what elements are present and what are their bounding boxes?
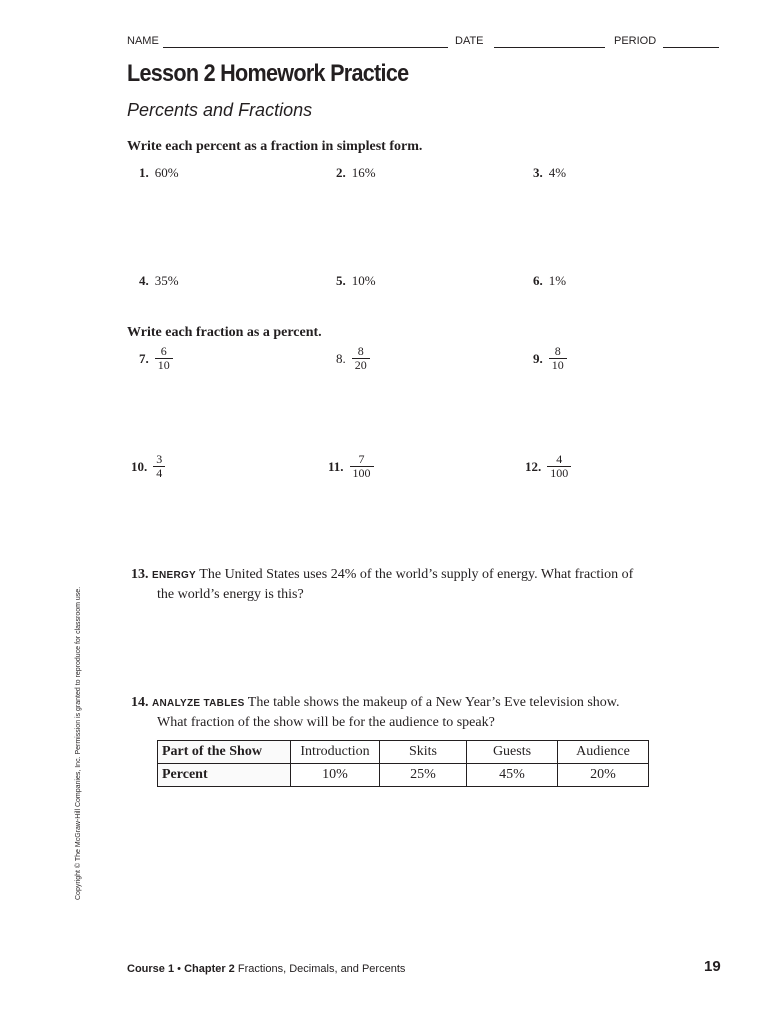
problem-11: 11. $\frac{7}{100}$ [328, 453, 374, 480]
table-cell: 45% [467, 764, 558, 787]
word-problem-13: 13. ENERGY The United States uses 24% of the world’s supply of energy. What fraction of the world’s energy is this? [131, 567, 634, 602]
section2-instruction: Write each fraction as a percent. [127, 325, 322, 340]
problem-4: 4. 35% [139, 273, 179, 288]
problem-3: 3. 4% [533, 165, 567, 180]
problem-6: 6. 1% [533, 273, 567, 288]
name-field-line[interactable] [163, 47, 448, 48]
problem-tag: ENERGY [152, 570, 197, 581]
fraction: $\frac{6}{10}$ [155, 345, 173, 372]
word-problem-14: 14. ANALYZE TABLES The table shows the makeup of a New Year’s Eve television show. What fraction of the show will be for the audience to speak? [131, 695, 620, 730]
problem-5: 5. 10% [336, 273, 376, 288]
problem-7: 7. $\frac{6}{10}$ [139, 345, 173, 372]
period-field-line[interactable] [663, 47, 719, 48]
table-cell: Skits [380, 741, 467, 764]
period-label: PERIOD [614, 35, 657, 47]
problem-8: 8. $\frac{8}{20}$ [336, 345, 370, 372]
table-row [158, 764, 649, 787]
fraction: $\frac{7}{100}$ [350, 453, 374, 480]
copyright-notice: Copyright © The McGraw-Hill Companies, Inc. Permission is granted to reproduce for classroom use. [75, 586, 82, 900]
name-label: NAME [127, 35, 159, 47]
problem-2: 2. 16% [336, 165, 376, 180]
fraction: $\frac{8}{10}$ [549, 345, 567, 372]
problem-12: 12. $\frac{4}{100}$ [525, 453, 571, 480]
date-field-line[interactable] [494, 47, 605, 48]
problem-tag: ANALYZE TABLES [152, 698, 245, 709]
lesson-title: Lesson 2 Homework Practice [127, 60, 409, 87]
date-label: DATE [455, 35, 484, 47]
table-cell: Guests [467, 741, 558, 764]
problem-9: 9. $\frac{8}{10}$ [533, 345, 567, 372]
table-cell: Audience [558, 741, 649, 764]
page-footer: Course 1 • Chapter 2 Fractions, Decimals, and Percents [127, 963, 406, 975]
fraction: $\frac{3}{4}$ [153, 453, 165, 480]
fraction: $\frac{8}{20}$ [352, 345, 370, 372]
page-number: 19 [704, 958, 721, 975]
lesson-subtitle: Percents and Fractions [127, 100, 313, 120]
table-cell: 10% [291, 764, 380, 787]
table-row [158, 741, 649, 764]
problem-10: 10. $\frac{3}{4}$ [131, 453, 165, 480]
fraction: $\frac{4}{100}$ [547, 453, 571, 480]
section1-instruction: Write each percent as a fraction in simplest form. [127, 139, 423, 154]
table-row-header: Percent [158, 764, 291, 787]
table-row-header: Part of the Show [158, 741, 291, 764]
problem-1: 1. 60% [139, 165, 179, 180]
table-cell: 20% [558, 764, 649, 787]
show-makeup-table [157, 740, 649, 787]
table-cell: 25% [380, 764, 467, 787]
table-cell: Introduction [291, 741, 380, 764]
